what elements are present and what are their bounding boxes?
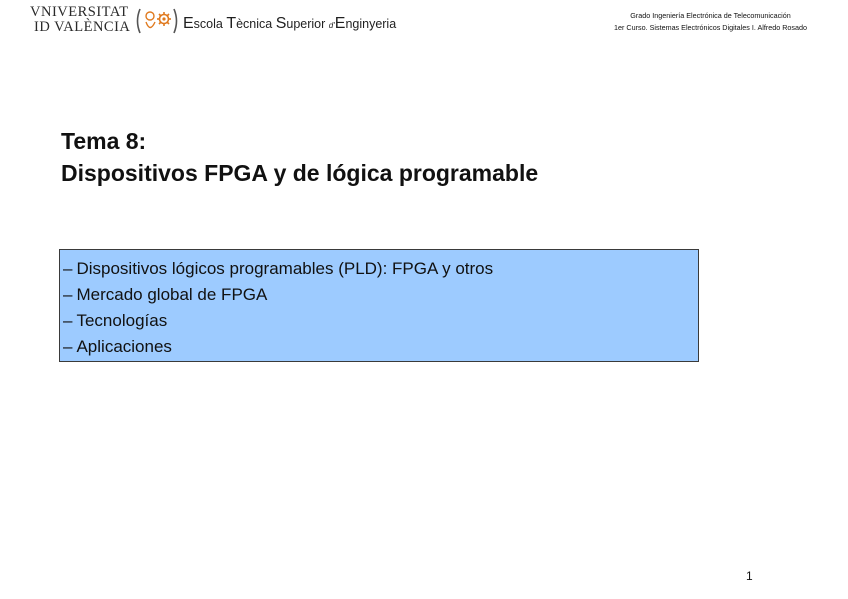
list-item-text: Mercado global de FPGA xyxy=(76,285,268,304)
school-initial-s: S xyxy=(275,15,287,32)
dash-bullet: – xyxy=(63,285,73,304)
course-degree: Grado Ingeniería Electrónica de Telecomunicación xyxy=(630,11,791,20)
university-logo xyxy=(30,5,130,37)
course-subject: 1er Curso. Sistemas Electrónicos Digitales I. Alfredo Rosado xyxy=(614,23,807,32)
university-name-line2: ID VALÈNCIA xyxy=(34,19,131,35)
list-item xyxy=(63,308,698,334)
dash-bullet: – xyxy=(63,311,73,330)
school-word-uperior: uperior xyxy=(286,17,329,31)
slide-title xyxy=(61,125,538,189)
school-word-ecnica: ècnica xyxy=(236,17,276,31)
list-item xyxy=(63,256,698,282)
title-line2: Dispositivos FPGA y de lógica programable xyxy=(61,160,539,186)
topics-list xyxy=(63,256,698,360)
list-item-text: Dispositivos lógicos programables (PLD): FPGA y otros xyxy=(76,259,494,278)
list-item-text: Aplicaciones xyxy=(76,337,172,356)
school-word-d: d' xyxy=(328,21,335,30)
dash-bullet: – xyxy=(63,259,73,278)
school-initial-e2: E xyxy=(334,15,346,32)
etse-gear-emblem-icon xyxy=(134,7,180,35)
school-initial-t: T xyxy=(226,15,237,32)
topics-box xyxy=(59,249,699,362)
school-name xyxy=(183,15,396,33)
dash-bullet: – xyxy=(63,337,73,356)
page-number: 1 xyxy=(746,569,753,583)
list-item-text: Tecnologías xyxy=(76,311,168,330)
school-word-scola: scola xyxy=(193,17,227,31)
university-name-line1: VNIVERSITAT xyxy=(30,4,129,20)
school-word-nginyeria: nginyeria xyxy=(345,17,397,31)
list-item xyxy=(63,282,698,308)
course-info xyxy=(614,10,807,34)
school-initial-e: E xyxy=(183,15,194,32)
title-line1: Tema 8: xyxy=(61,128,147,154)
list-item xyxy=(63,334,698,360)
